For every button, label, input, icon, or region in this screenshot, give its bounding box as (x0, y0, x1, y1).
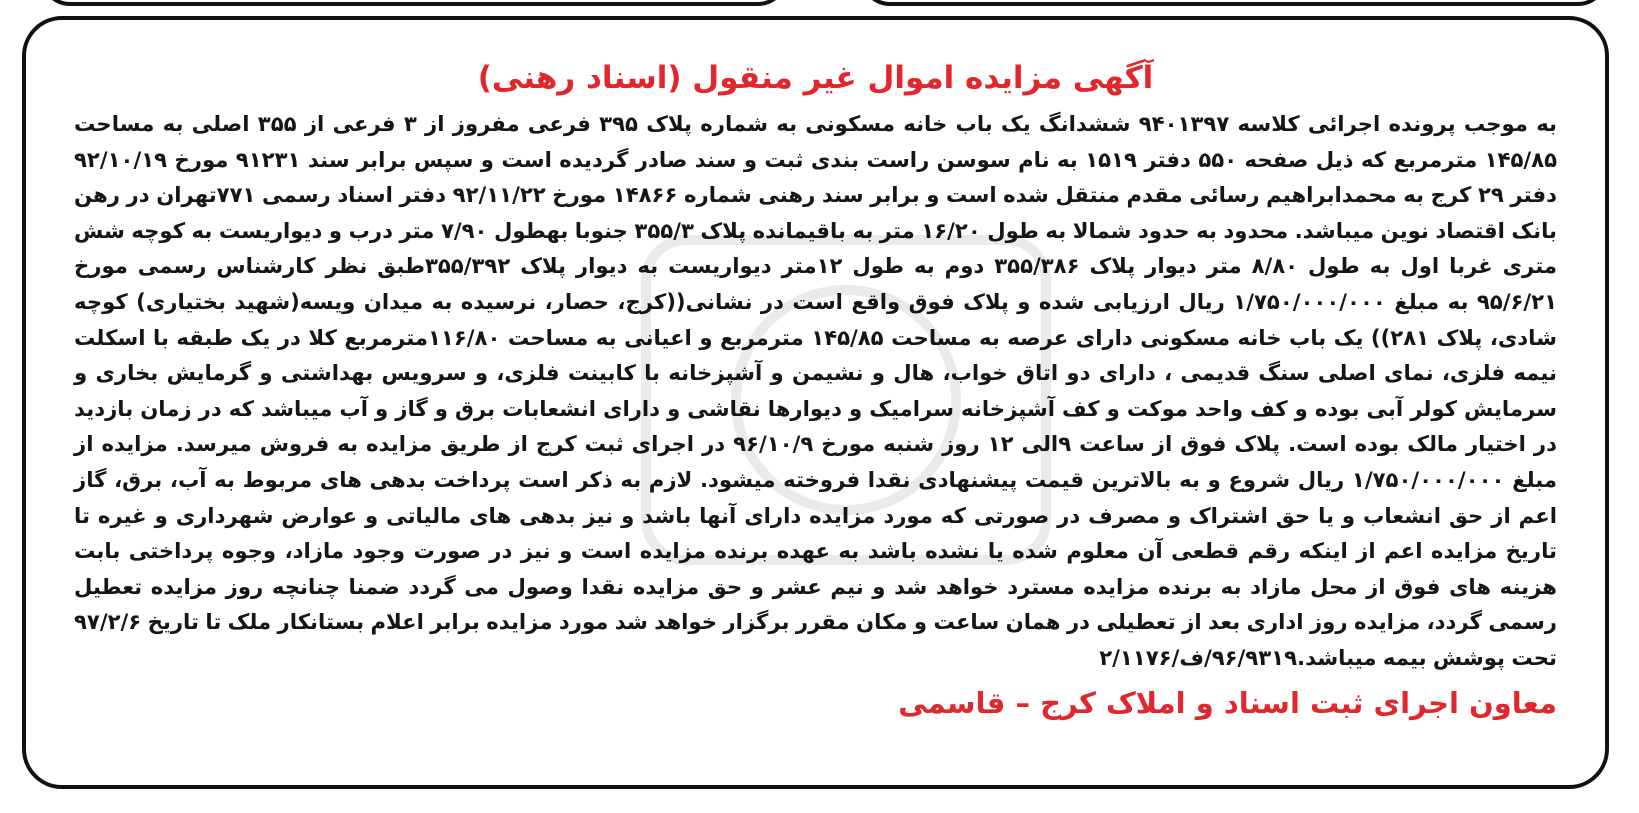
adjacent-ad-frame-left (40, 0, 788, 6)
auction-notice-box (22, 16, 1609, 789)
notice-title: آگهی مزایده اموال غیر منقول (اسناد رهنی) (477, 60, 1154, 96)
notice-body: به موجب پرونده اجرائی کلاسه ۹۴۰۱۳۹۷ ششدانگ یک باب خانه مسکونی به شماره پلاک ۳۹۵ فرعی مفروز از ۳ فرعی از ۳۵۵ اصلی به مساحت ۱۴۵/۸۵ مترمربع که ذیل صفحه ۵۵۰ دفتر ۱۵۱۹ به نام سوسن راست بندی ثبت و سند صادر گردیده است و سپس برابر سند ۹۱۲۳۱ مورخ ۹۲/۱۰/۱۹ دفتر ۲۹ کرج به محمدابراهیم رسائی مقدم منتقل شده است و برابر سند رهنی شماره ۱۴۸۶۶ مورخ ۹۲/۱۱/۲۲ دفتر اسناد رسمی ۷۷۱تهران در رهن بانک اقتصاد نوین میباشد. محدود به حدود شمالا به طول ۱۶/۲۰ متر به باقیمانده پلاک ۳۵۵/۳ جنوبا بهطول ۷/۹۰ متر درب و دیواریست به کوچه شش متری غربا اول به طول ۸/۸۰ متر دیوار پلاک ۳۵۵/۳۸۶ دوم به طول ۱۲متر دیواریست به دیوار پلاک ۳۵۵/۳۹۲طبق نظر کارشناس رسمی مورخ ۹۵/۶/۲۱ به مبلغ ۱/۷۵۰/۰۰۰/۰۰۰ ریال ارزیابی شده و پلاک فوق واقع است در نشانی((کرج، حصار، نرسیده به میدان ویسه(شهید بختیاری) کوچه شادی، پلاک ۲۸۱)) یک باب خانه مسکونی دارای عرصه به مساحت ۱۴۵/۸۵ مترمربع و اعیانی به مساحت ۱۱۶/۸۰مترمربع کلا در یک طبقه با اسکلت نیمه فلزی، نمای اصلی سنگ قدیمی ، دارای دو اتاق خواب، هال و نشیمن و آشپزخانه با کابینت فلزی، و سرویس بهداشتی و گرمایش بخاری و سرمایش کولر آبی بوده و کف واحد موکت و کف آشپزخانه سرامیک و دیوارها نقاشی و دارای انشعابات برق و گاز و آب میباشد که در زمان بازدید در اختیار مالک بوده است. پلاک فوق از ساعت ۹الی ۱۲ روز شنبه مورخ ۹۶/۱۰/۹ در اجرای ثبت کرج از طریق مزایده به فروش میرسد. مزایده از مبلغ ۱/۷۵۰/۰۰۰/۰۰۰ ریال شروع و به بالاترین قیمت پیشنهادی نقدا فروخته میشود. لازم به ذکر است پرداخت بدهی های مربوط به آب، برق، گاز اعم از حق انشعاب و یا حق اشتراک و مصرف در صورتی که مورد مزایده دارای آنها باشد و نیز بدهی های مالیاتی و عوارض شهرداری و غیره تا تاریخ مزایده اعم از اینکه رقم قطعی آن معلوم شده یا نشده باشد به عهده برنده مزایده است و نیز در صورت وجود مازاد، وجوه پرداختی بابت هزینه های فوق از محل مازاد به برنده مزایده مسترد خواهد شد و نیم عشر و حق مزایده نقدا وصول می گردد ضمنا چنانچه روز مزایده تعطیل رسمی گردد، مزایده روز اداری بعد از تعطیلی در همان ساعت و مکان مقرر برگزار خواهد شد مورد مزایده برابر اعلام بستانکار ملک تا تاریخ ۹۷/۲/۶ تحت پوشش بیمه میباشد.۹۶/۹۳۱۹/ف/۲/۱۱۷۶ (74, 111, 1558, 670)
adjacent-ad-frame-right (860, 0, 1608, 6)
notice-signature: معاون اجرای ثبت اسناد و املاک کرج – قاسمی (898, 685, 1557, 720)
